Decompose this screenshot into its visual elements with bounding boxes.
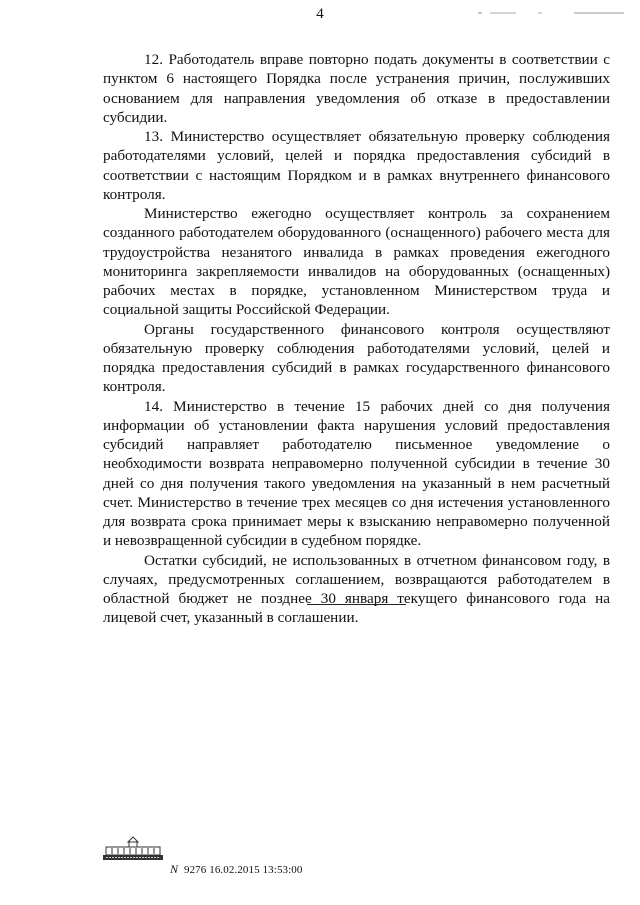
paragraph-13-control-bodies: Органы государственного финансового контроля осуществляют обязательную проверку соблюдения работодателями условий, целей и порядка предоставления субсидий в рамках государственного финансового контроля. xyxy=(103,320,610,396)
paragraph-13-monitoring: Министерство ежегодно осуществляет контроль за сохранением созданного работодателем оборудованного (оснащенного) рабочего места для трудоустройства незанятого инвалида в рамках проведения ежегодного мониторинга закрепляемости инвалидов на оборудованных (оснащенных) рабочих местах в порядке, установленном Министерством труда и социальной защиты Российской Федерации. xyxy=(103,205,610,319)
paragraph-12: 12. Работодатель вправе повторно подать документы в соответствии с пунктом 6 настоящего Порядка после устранения причин, послуживших основанием для направления уведомления об отказе в предоставлении субсидии. xyxy=(103,51,610,126)
number-sign: N xyxy=(170,862,179,876)
page-number: 4 xyxy=(316,6,324,22)
scan-marks xyxy=(478,10,628,16)
document-number: 9276 xyxy=(183,864,207,876)
closing-divider xyxy=(307,604,406,605)
paragraph-14: 14. Министерство в течение 15 рабочих дней со дня получения информации об установлении факта нарушения условий предоставления субсидий направляет работодателю письменное уведомление о необходимости возврата неправомерно полученной субсидии в течение 30 дней со дня получения такого уведомления на указанный в нем расчетный счет. Министерство в течение трех месяцев со дня истечения установленного для возврата срока принимает меры к взысканию неправомерно полученной и невозвращенной субсидии в судебном порядке. xyxy=(103,397,610,550)
building-stamp-icon xyxy=(102,836,164,862)
paragraph-13: 13. Министерство осуществляет обязательную проверку соблюдения работодателями условий, целей и порядка предоставления субсидий в соответствии с настоящим Порядком и в рамках внутреннего финансового контроля. xyxy=(103,128,610,203)
paragraph-14-remainders: Остатки субсидий, не использованных в отчетном финансовом году, в случаях, предусмотренных соглашением, возвращаются работодателем в областной бюджет не позднее 30 января текущего финансового года на лицевой счет, указанный в соглашении. xyxy=(103,551,610,627)
document-registration-footer xyxy=(170,862,303,877)
document-datetime: 16.02.2015 13:53:00 xyxy=(209,864,303,876)
document-body xyxy=(103,50,610,628)
